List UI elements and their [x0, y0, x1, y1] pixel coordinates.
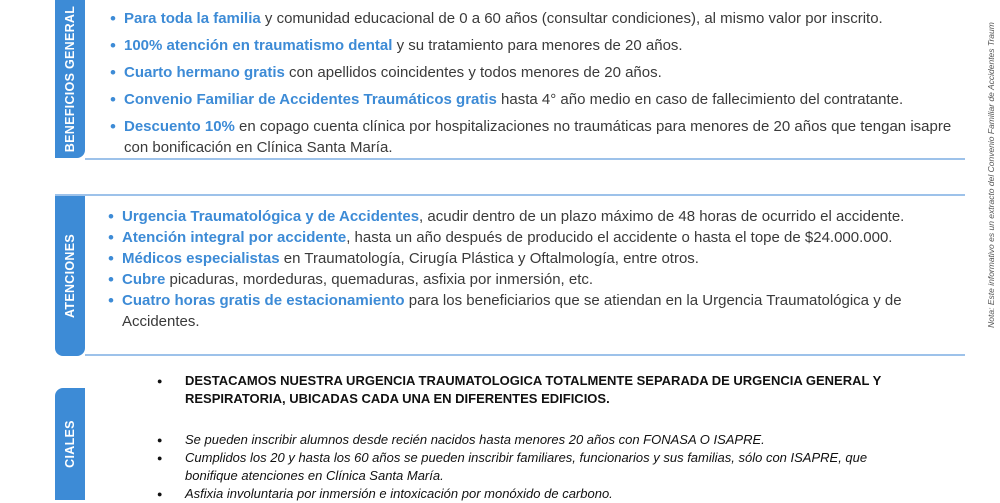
atenciones-item-highlight: Cubre [122, 271, 166, 288]
atenciones-box-bottom-border [85, 354, 965, 356]
beneficios-list [110, 8, 960, 164]
atenciones-box-top-border [55, 194, 965, 196]
beneficios-item-highlight: Descuento 10% [124, 118, 235, 135]
beneficios-item-text: y comunidad educacional de 0 a 60 años (consultar condiciones), al mismo valor por inscrito. [260, 10, 883, 27]
atenciones-item [108, 206, 958, 227]
atenciones-list [108, 206, 958, 332]
atenciones-item [108, 248, 958, 269]
beneficios-item-text: hasta 4° año medio en caso de fallecimiento del contratante. [496, 91, 904, 108]
especiales-headline: ● DESTACAMOS NUESTRA URGENCIA TRAUMATOLOGICA TOTALMENTE SEPARADA DE URGENCIA GENERAL Y RESPIRATORIA, UBICADAS CADA UNA EN DIFERENTES EDIFICIOS. [157, 372, 902, 408]
especiales-tab-label: CIALES [63, 420, 78, 468]
atenciones-item [108, 227, 958, 248]
atenciones-item-text: , acudir dentro de un plazo máximo de 48 horas de ocurrido el accidente. [419, 208, 905, 225]
beneficios-item-highlight: Convenio Familiar de Accidentes Traumáticos gratis [124, 91, 497, 108]
atenciones-item [108, 290, 958, 332]
atenciones-item [108, 269, 958, 290]
beneficios-item-text: con apellidos coincidentes y todos menores de 20 años. [284, 64, 662, 81]
beneficios-item-highlight: Para toda la familia [124, 10, 261, 27]
beneficios-item-highlight: Cuarto hermano gratis [124, 64, 285, 81]
atenciones-item-highlight: Médicos especialistas [122, 250, 280, 267]
atenciones-item-text: para los beneficiarios que se atiendan en la Urgencia Traumatológica y de Accidentes. [122, 292, 902, 330]
especiales-item: ● Asfixia involuntaria por inmersión e intoxicación por monóxido de carbono. [157, 485, 902, 503]
especiales-headline-list [157, 372, 902, 408]
beneficios-item [110, 8, 960, 29]
especiales-item: ● Cumplidos los 20 y hasta los 60 años se pueden inscribir familiares, funcionarios y sus familias, sólo con ISAPRE, que bonifique atenciones en Clínica Santa María. [157, 449, 902, 485]
atenciones-item-highlight: Atención integral por accidente [122, 229, 347, 246]
atenciones-item-text: , hasta un año después de producido el accidente o hasta el tope de $24.000.000. [346, 229, 893, 246]
atenciones-item-highlight: Urgencia Traumatológica y de Accidentes [122, 208, 420, 225]
atenciones-item-text: en Traumatología, Cirugía Plástica y Oftalmología, entre otros. [279, 250, 699, 267]
beneficios-item-text: en copago cuenta clínica por hospitalizaciones no traumáticas para menores de 20 años que tengan isapre con bonificación en Clínica Santa María. [124, 118, 952, 156]
especiales-item: ● Se pueden inscribir alumnos desde recién nacidos hasta menores 20 años con FONASA O ISAPRE. [157, 431, 902, 449]
beneficios-section-tab [55, 0, 85, 158]
especiales-section-tab [55, 388, 85, 500]
especiales-list [157, 431, 902, 503]
beneficios-item [110, 89, 960, 110]
atenciones-item-highlight: Cuatro horas gratis de estacionamiento [122, 292, 405, 309]
beneficios-tab-label: BENEFICIOS GENERAL [63, 5, 78, 153]
beneficios-item-text: y su tratamiento para menores de 20 años. [392, 37, 683, 54]
atenciones-section-tab [55, 196, 85, 356]
side-note: Nota: Este informativo es un extracto del Convenio Familiar de Accidentes Traum [986, 22, 997, 328]
atenciones-item-text: picaduras, mordeduras, quemaduras, asfixia por inmersión, etc. [165, 271, 594, 288]
beneficios-item [110, 35, 960, 56]
beneficios-item [110, 62, 960, 83]
beneficios-item [110, 116, 960, 158]
atenciones-tab-label: ATENCIONES [63, 233, 77, 319]
beneficios-item-highlight: 100% atención en traumatismo dental [124, 37, 393, 54]
